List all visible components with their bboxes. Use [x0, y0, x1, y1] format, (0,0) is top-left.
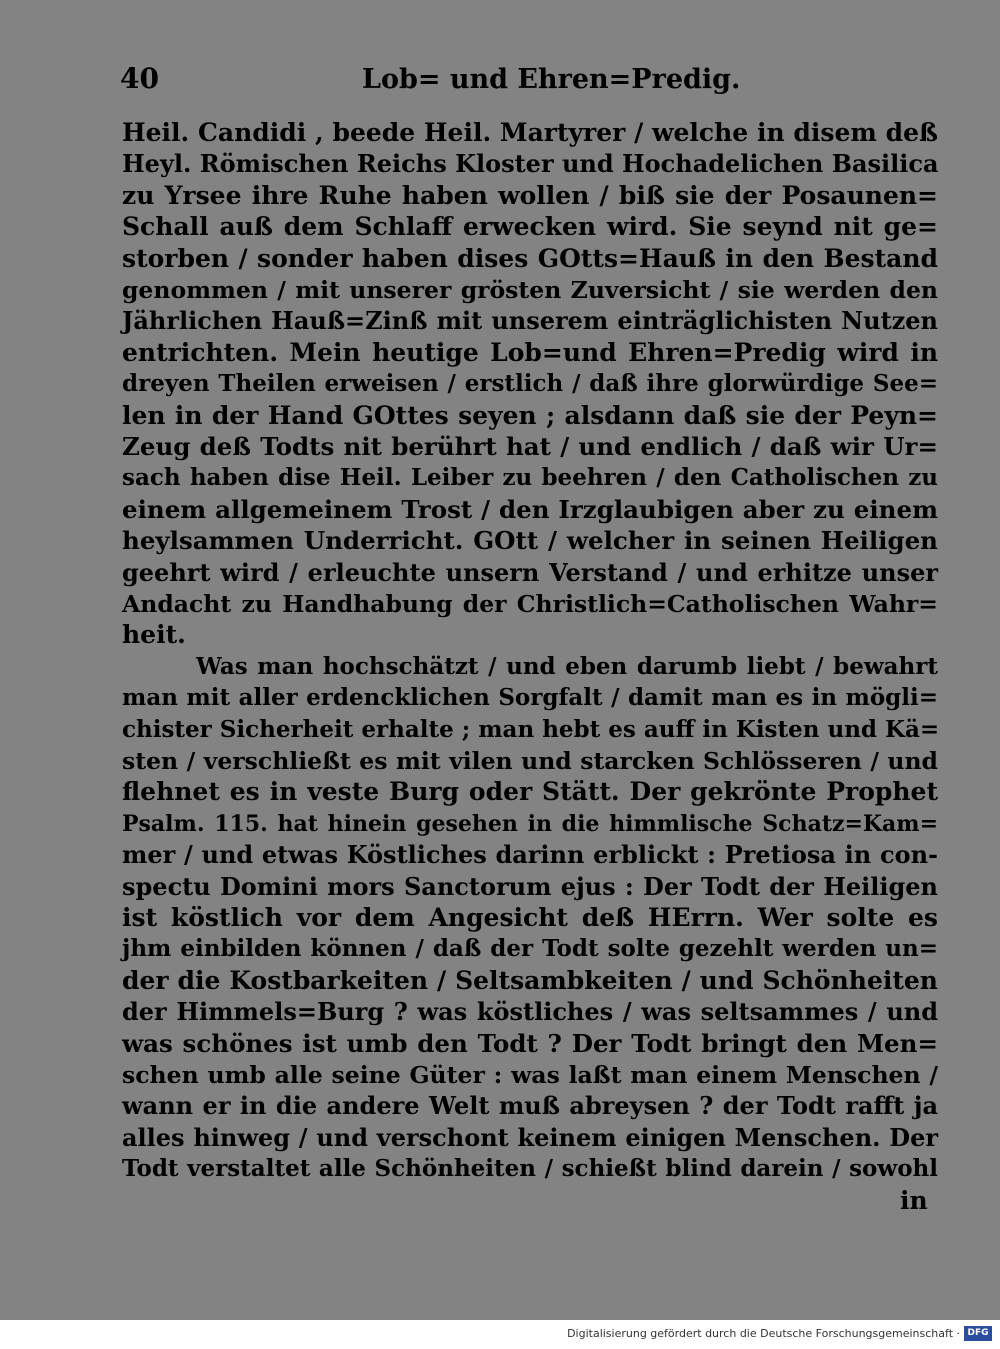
text-line: der die Kostbarkeiten / Seltsambkeiten / und Schönheiten — [122, 965, 938, 995]
page-number: 40 — [120, 62, 159, 95]
text-line: in — [900, 1185, 928, 1215]
text-line: Jährlichen Hauß=Zinß mit unserem einträglichisten Nutzen — [122, 306, 938, 336]
footer-credit: Digitalisierung gefördert durch die Deutsche Forschungsgemeinschaft · — [567, 1327, 960, 1340]
running-head: Lob= und Ehren=Predig. — [362, 64, 741, 95]
text-line: Was man hochschätzt / und eben darumb liebt / bewahrt — [196, 652, 938, 680]
text-line: heit. — [122, 620, 186, 650]
text-line: jhm einbilden können / daß der Todt solte gezehlt werden un= — [122, 935, 938, 963]
dfg-logo: DFG — [964, 1326, 992, 1341]
text-line: ist köstlich vor dem Angesicht deß HErrn. Wer solte es — [122, 903, 938, 932]
text-line: genommen / mit unserer grösten Zuversicht / sie werden den — [122, 276, 938, 304]
text-line: Heil. Candidi , beede Heil. Martyrer / welche in disem deß — [122, 118, 938, 147]
text-line: entrichten. Mein heutige Lob=und Ehren=Predig wird in — [122, 337, 938, 367]
text-line: mer / und etwas Köstliches darinn erblickt : Pretiosa in con- — [122, 840, 938, 870]
text-line: sten / verschließt es mit vilen und starcken Schlösseren / und — [122, 747, 938, 775]
text-line: man mit aller erdencklichen Sorgfalt / damit man es in mögli= — [122, 684, 938, 712]
text-line: Psalm. 115. hat hinein gesehen in die himmlische Schatz=Kam= — [122, 810, 938, 837]
text-line: Heyl. Römischen Reichs Kloster und Hochadelichen Basilica — [122, 149, 939, 179]
text-line: geehrt wird / erleuchte unsern Verstand / und erhitze unser — [122, 557, 938, 587]
footer — [0, 1320, 1000, 1349]
text-line: storben / sonder haben dises GOtts=Hauß in den Bestand — [122, 243, 938, 273]
text-line: schen umb alle seine Güter : was laßt man einem Menschen / — [122, 1061, 938, 1089]
text-line: wann er in die andere Welt muß abreysen ? der Todt rafft ja — [122, 1091, 938, 1121]
text-line: alles hinweg / und verschont keinem einigen Menschen. Der — [122, 1122, 938, 1152]
text-line: spectu Domini mors Sanctorum ejus : Der Todt der Heiligen — [122, 871, 938, 901]
text-line: heylsammen Underricht. GOtt / welcher in seinen Heiligen — [122, 526, 938, 556]
text-line: Todt verstaltet alle Schönheiten / schießt blind darein / sowohl — [122, 1155, 938, 1183]
text-line: einem allgemeinem Trost / den Irzglaubigen aber zu einem — [122, 494, 938, 524]
text-line: der Himmels=Burg ? was köstliches / was seltsammes / und — [122, 997, 938, 1027]
text-line: was schönes ist umb den Todt ? Der Todt bringt den Men= — [122, 1028, 938, 1058]
text-line: len in der Hand GOttes seyen ; alsdann daß sie der Peyn= — [122, 400, 938, 430]
text-line: Zeug deß Todts nit berührt hat / und endlich / daß wir Ur= — [122, 432, 938, 461]
text-line: Schall auß dem Schlaff erwecken wird. Sie seynd nit ge= — [122, 212, 938, 242]
text-line: zu Yrsee ihre Ruhe haben wollen / biß sie der Posaunen= — [122, 180, 938, 210]
text-line: sach haben dise Heil. Leiber zu beehren / den Catholischen zu — [122, 464, 938, 492]
text-line: chister Sicherheit erhalte ; man hebt es auff in Kisten und Kä= — [122, 715, 940, 743]
text-line: Andacht zu Handhabung der Christlich=Catholischen Wahr= — [122, 590, 938, 618]
text-line: flehnet es in veste Burg oder Stätt. Der gekrönte Prophet — [122, 777, 938, 807]
text-line: dreyen Theilen erweisen / erstlich / daß ihre glorwürdige See= — [122, 370, 938, 398]
